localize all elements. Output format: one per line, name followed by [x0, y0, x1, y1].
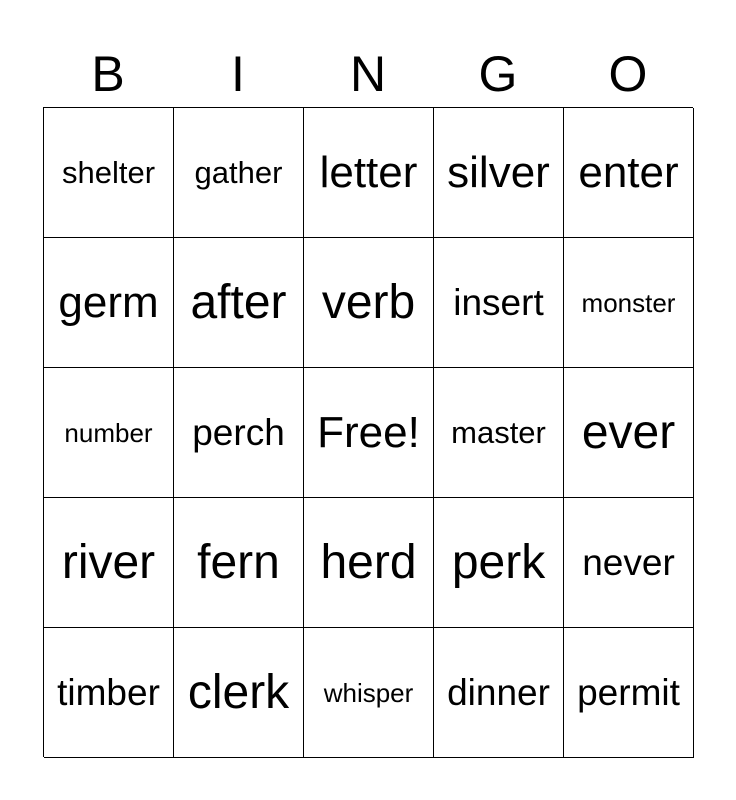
- bingo-cell[interactable]: perk: [434, 498, 564, 628]
- bingo-cell[interactable]: ever: [564, 368, 694, 498]
- bingo-cell[interactable]: insert: [434, 238, 564, 368]
- header-letter-b: B: [91, 46, 125, 102]
- bingo-cell[interactable]: herd: [304, 498, 434, 628]
- bingo-cell[interactable]: timber: [44, 628, 174, 758]
- header-letter-i: I: [231, 46, 245, 102]
- free-space-cell[interactable]: Free!: [304, 368, 434, 498]
- bingo-cell[interactable]: shelter: [44, 108, 174, 238]
- bingo-cell[interactable]: dinner: [434, 628, 564, 758]
- bingo-cell[interactable]: whisper: [304, 628, 434, 758]
- bingo-cell[interactable]: fern: [174, 498, 304, 628]
- bingo-cell[interactable]: perch: [174, 368, 304, 498]
- bingo-cell[interactable]: after: [174, 238, 304, 368]
- bingo-cell[interactable]: master: [434, 368, 564, 498]
- bingo-cell[interactable]: permit: [564, 628, 694, 758]
- bingo-cell[interactable]: enter: [564, 108, 694, 238]
- header-letter-o: O: [608, 46, 648, 102]
- bingo-board: [43, 107, 693, 757]
- header-letter-n: N: [349, 46, 387, 102]
- bingo-header: [43, 40, 693, 108]
- bingo-cell[interactable]: clerk: [174, 628, 304, 758]
- bingo-cell[interactable]: gather: [174, 108, 304, 238]
- header-letter-g: G: [478, 46, 518, 102]
- bingo-cell[interactable]: letter: [304, 108, 434, 238]
- bingo-cell[interactable]: silver: [434, 108, 564, 238]
- bingo-cell[interactable]: germ: [44, 238, 174, 368]
- bingo-cell[interactable]: monster: [564, 238, 694, 368]
- bingo-cell[interactable]: never: [564, 498, 694, 628]
- bingo-cell[interactable]: river: [44, 498, 174, 628]
- bingo-cell[interactable]: number: [44, 368, 174, 498]
- bingo-cell[interactable]: verb: [304, 238, 434, 368]
